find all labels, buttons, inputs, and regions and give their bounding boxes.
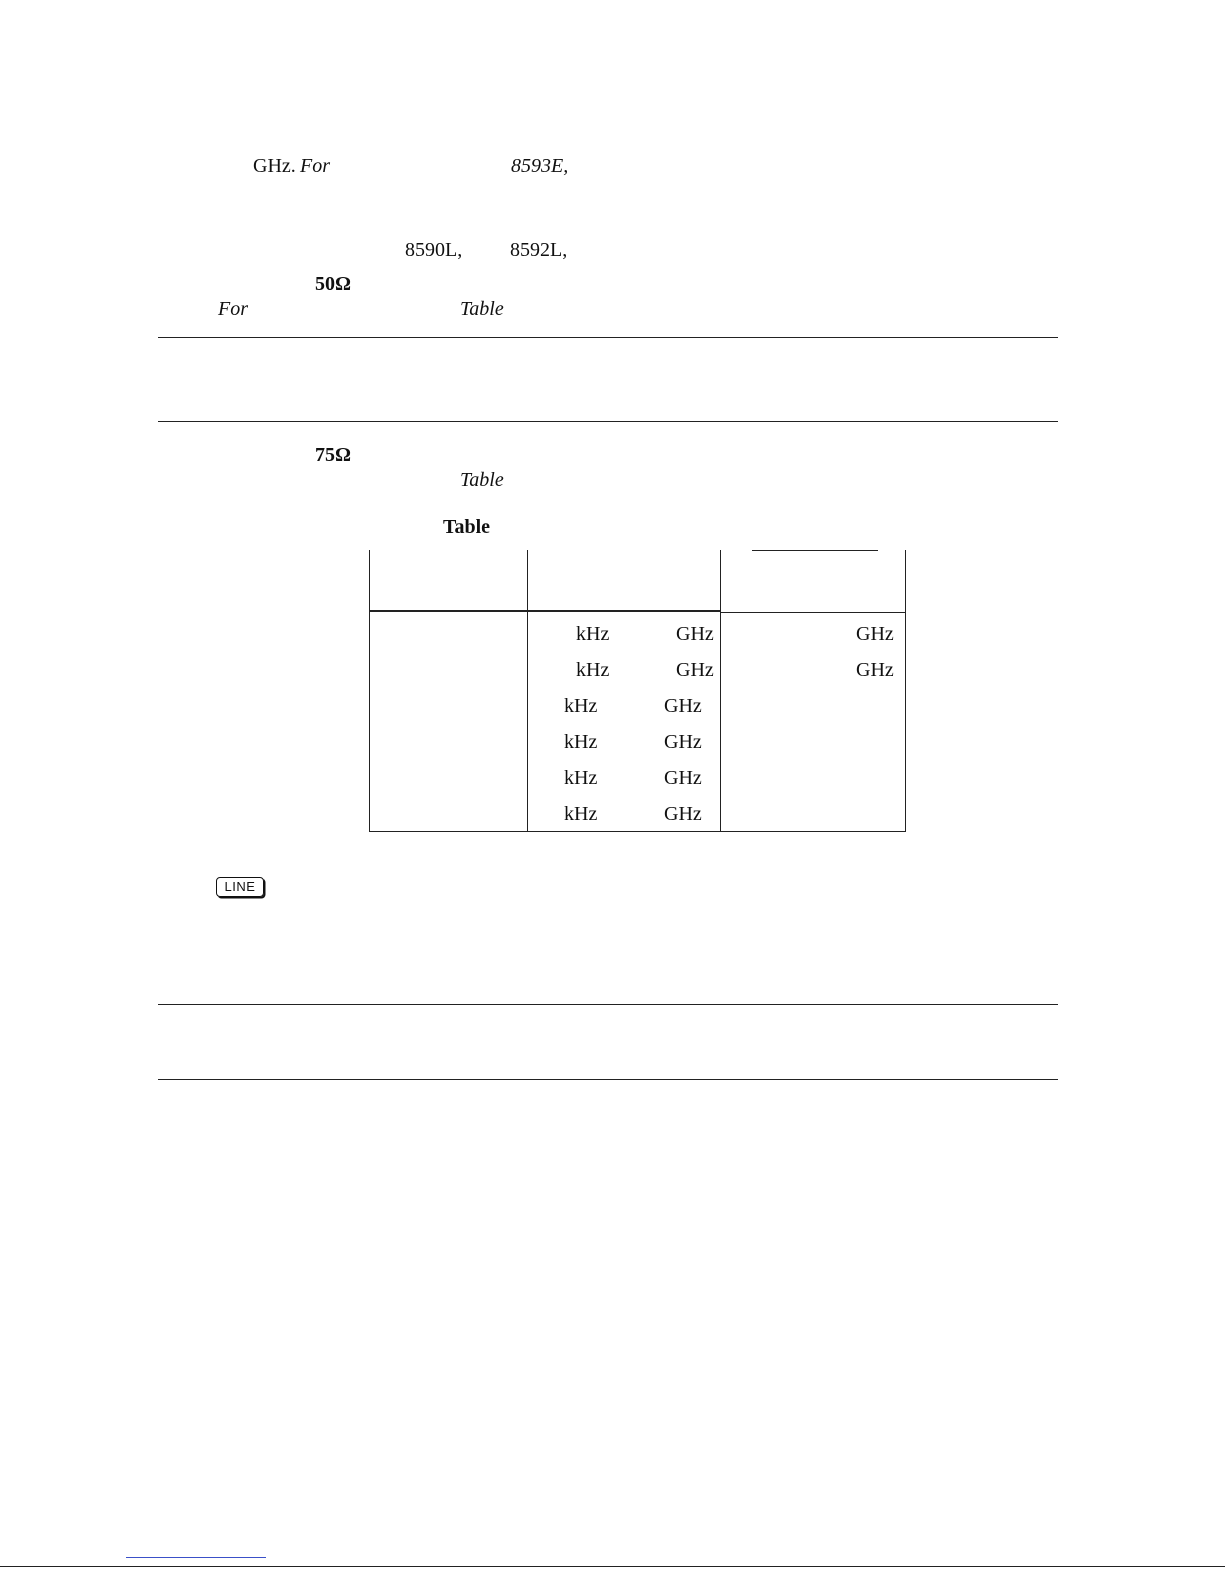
text-for: For — [300, 155, 330, 177]
table-cell-ghz-right: GHz — [856, 623, 894, 645]
text-model-8592l: 8592L, — [510, 239, 568, 261]
note-rule-top — [158, 337, 1058, 338]
text-75-ohm: 75Ω — [315, 444, 352, 466]
text-ghz: GHz. — [253, 155, 296, 177]
note-rule-bottom — [158, 421, 1058, 422]
table-cell-khz: kHz — [564, 695, 598, 717]
table-cell-ghz: GHz — [664, 695, 702, 717]
note2-rule-bottom — [158, 1079, 1058, 1080]
text-table-ref-1: Table — [460, 298, 504, 320]
table-cell-ghz: GHz — [664, 767, 702, 789]
table-caption: Table — [443, 516, 491, 538]
table-cell-ghz: GHz — [676, 623, 714, 645]
table-border-left — [369, 550, 370, 831]
text-model-8590l: 8590L, — [405, 239, 463, 261]
text-50-ohm: 50Ω — [315, 273, 352, 295]
table-cell-ghz: GHz — [664, 731, 702, 753]
table-header-line-top — [752, 550, 878, 551]
text-for-2: For — [218, 298, 248, 320]
footer-rule — [0, 1566, 1225, 1567]
table-cell-ghz-right: GHz — [856, 659, 894, 681]
table-bottom-rule — [369, 831, 906, 832]
table-cell-khz: kHz — [576, 659, 610, 681]
text-table-ref-2: Table — [460, 469, 504, 491]
text-model-8593e: 8593E, — [511, 155, 569, 177]
line-key-button[interactable]: LINE — [216, 877, 264, 897]
note2-rule-top — [158, 1004, 1058, 1005]
table-border-right — [905, 550, 906, 831]
table-divider-2 — [720, 550, 721, 831]
table-header-rule-right — [721, 612, 905, 613]
table-cell-ghz: GHz — [664, 803, 702, 825]
footer-link-underline — [126, 1557, 266, 1558]
table-cell-khz: kHz — [576, 623, 610, 645]
table-cell-khz: kHz — [564, 731, 598, 753]
table-cell-ghz: GHz — [676, 659, 714, 681]
table-cell-khz: kHz — [564, 767, 598, 789]
table-cell-khz: kHz — [564, 803, 598, 825]
table-divider-1 — [527, 550, 528, 831]
table-header-rule — [370, 610, 721, 612]
